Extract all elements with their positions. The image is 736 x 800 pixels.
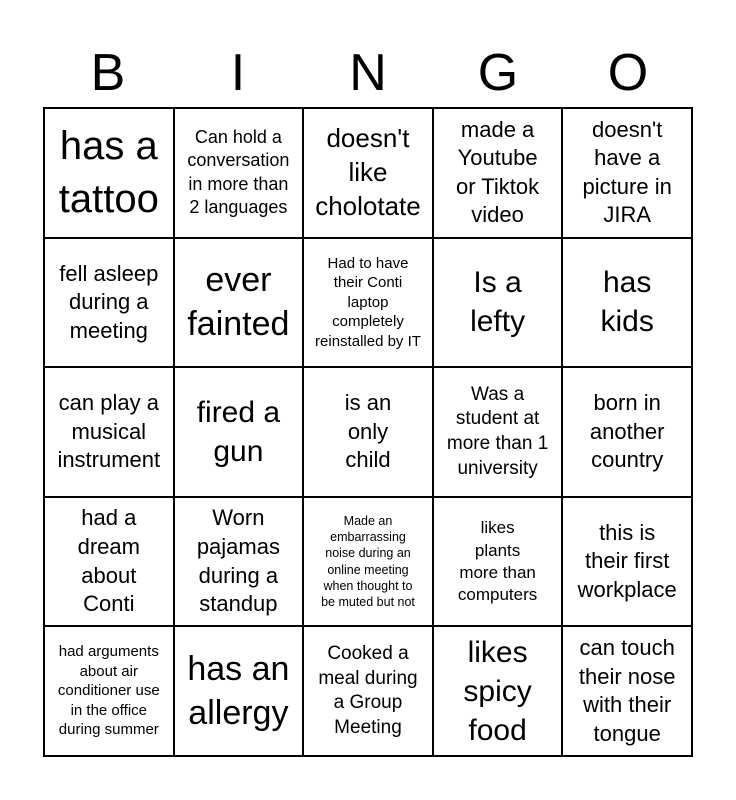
bingo-cell[interactable]: Can hold a conversation in more than 2 languages — [174, 108, 304, 238]
bingo-cell[interactable]: fell asleep during a meeting — [44, 238, 174, 368]
bingo-cell[interactable]: fired a gun — [174, 367, 304, 497]
bingo-cell[interactable]: had arguments about air conditioner use in the office during summer — [44, 626, 174, 756]
bingo-cell[interactable]: Cooked a meal during a Group Meeting — [303, 626, 433, 756]
header-letter-b: B — [90, 44, 126, 102]
bingo-cell[interactable]: has a tattoo — [44, 108, 174, 238]
header-letter-n: N — [349, 44, 387, 102]
bingo-cell[interactable]: ever fainted — [174, 238, 304, 368]
header-letter-g: G — [477, 44, 519, 102]
bingo-cell[interactable]: is an only child — [303, 367, 433, 497]
bingo-cell[interactable]: this is their first workplace — [562, 497, 692, 627]
bingo-cell[interactable]: can play a musical instrument — [44, 367, 174, 497]
bingo-cell[interactable]: has kids — [562, 238, 692, 368]
bingo-cell[interactable]: born in another country — [562, 367, 692, 497]
bingo-cell[interactable]: made a Youtube or Tiktok video — [433, 108, 563, 238]
bingo-cell[interactable]: has an allergy — [174, 626, 304, 756]
bingo-grid — [43, 107, 693, 757]
bingo-cell[interactable]: Had to have their Conti laptop completely reinstalled by IT — [303, 238, 433, 368]
header-letter-i: I — [230, 44, 246, 102]
bingo-cell[interactable]: Was a student at more than 1 university — [433, 367, 563, 497]
bingo-cell[interactable]: Made an embarrassing noise during an online meeting when thought to be muted but not — [303, 497, 433, 627]
bingo-cell[interactable]: doesn't have a picture in JIRA — [562, 108, 692, 238]
header-letter-o: O — [607, 44, 649, 102]
bingo-cell[interactable]: had a dream about Conti — [44, 497, 174, 627]
bingo-header — [43, 40, 693, 106]
bingo-cell[interactable]: doesn't like cholotate — [303, 108, 433, 238]
bingo-cell[interactable]: likes spicy food — [433, 626, 563, 756]
bingo-cell[interactable]: Worn pajamas during a standup — [174, 497, 304, 627]
bingo-cell[interactable]: can touch their nose with their tongue — [562, 626, 692, 756]
bingo-cell[interactable]: Is a lefty — [433, 238, 563, 368]
bingo-cell[interactable]: likes plants more than computers — [433, 497, 563, 627]
